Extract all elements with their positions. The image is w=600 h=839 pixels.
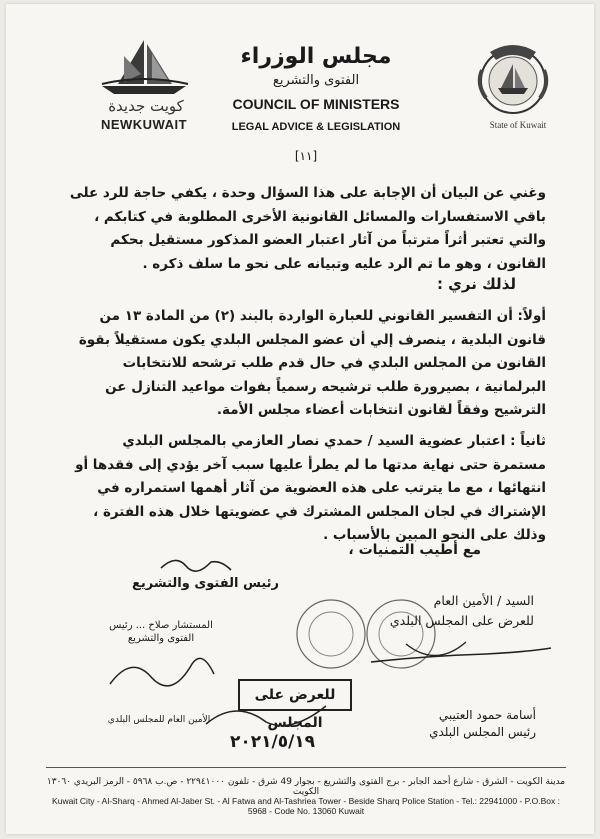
- right-recipient-block: [374, 591, 534, 631]
- conclusion-heading: لذلك نري :: [436, 275, 516, 293]
- paragraph-first-opinion: أولاً: أن التفسير القانوني للعبارة الواردة بالبند (٢) من المادة ١٣ من قانون البلدية ، ينصرف إلي أن عضو المجلس البلدي يكون مستقيلاً بقوة القانون من المجلس البلدي في حال قدم طلب ترشحه للانتخابات البرلمانية ، بصيرورة طلب ترشيحه رسمياً بفوات مواعيد التنازل عن الترشيح وفقاً لقانون انتخابات أعضاء مجلس الأمة.: [78, 308, 546, 418]
- recipient-line1: السيد / الأمين العام: [433, 593, 534, 608]
- department-english: LEGAL ADVICE & LEGISLATION: [231, 121, 401, 133]
- recipient-line2: للعرض على المجلس البلدي: [389, 613, 534, 628]
- footer-address-arabic: مدينة الكويت - الشرق - شارع أحمد الجابر - برج الفتوى والتشريع - بجوار 49 شرق - تلفون ٢٢٩٤١٠٠٠ - ص.ب ٥٩٦٨ - الرمز البريدي ١٣٠٦٠ الكويت: [46, 777, 566, 797]
- new-kuwait-logo-icon: [94, 34, 194, 96]
- newkuwait-english: NEWKUWAIT: [100, 117, 188, 132]
- paragraph-second-opinion: ثانياً : اعتبار عضوية السيد / حمدي نصار العازمي بالمجلس البلدي مستمرة حتى نهاية مدتها ما لم يطرأ عليها سبب آخر يؤدي إلى فقدها أو انتهائها ، مع ما يترتب على هذه العضوية من آثار أهمها استمراره في الإشتراك في لجان المجلس المشترك في عضويتها خلال هذه الفترة ، وذلك على النحو المبين بالأسباب .: [75, 433, 546, 543]
- signatory-name: أسامة حمود العتيبي: [438, 708, 536, 722]
- secretary-general-stamp: الأمين العام للمجلس البلدي: [107, 715, 211, 725]
- council-title-arabic: مجلس الوزراء: [240, 44, 392, 69]
- official-stamp-left: المستشار صلاح ... رئيس الفتوى والتشريع: [109, 620, 213, 644]
- referral-box-stamp: للعرض على المجلس: [238, 679, 352, 711]
- newkuwait-arabic: كويت جديدة: [108, 97, 184, 115]
- footer-divider: [46, 767, 566, 768]
- kuwait-emblem-icon: [468, 34, 558, 124]
- closing-regards: مع أطيب التمنيات ،: [348, 542, 481, 558]
- council-title-english: COUNCIL OF MINISTERS: [232, 96, 400, 112]
- handwritten-signature-icon: [366, 634, 556, 674]
- department-arabic: الفتوى والتشريع: [272, 73, 360, 88]
- handwritten-signature-icon: [156, 552, 236, 576]
- signatory-title: رئيس المجلس البلدي: [429, 725, 536, 739]
- legal-advice-head-title: رئيس الفتوى والتشريع: [132, 576, 279, 591]
- signature-date: ٢٠٢١/٥/١٩: [230, 732, 316, 752]
- handwritten-signature-icon: [196, 694, 336, 734]
- document-page: [6, 4, 594, 834]
- right-signatory: [388, 707, 536, 741]
- footer-address-english: Kuwait City - Al-Sharq - Ahmed Al-Jaber St. - Al Fatwa and Al-Tashriea Tower - Beside Sharq Police Station - Tel.: 22941000 - P.O.Box : 5968 - Code No. 13060 Kuwait: [52, 796, 560, 816]
- paragraph-intro: وغني عن البيان أن الإجابة على هذا السؤال وحدة ، يكفي حاجة للرد على باقي الاستفسارات والمسائل القانونية الأخرى المطلوبة في كتابكم ، والتي تعتبر أثراً مترتباً من آثار اعتبار العضو المذكور مستقيل بحكم القانون ، وهو ما تم الرد عليه وتبيانه على نحو ما سلف ذكره .: [69, 185, 546, 272]
- page-number: [١١]: [294, 149, 318, 163]
- emblem-caption: State of Kuwait: [489, 120, 547, 130]
